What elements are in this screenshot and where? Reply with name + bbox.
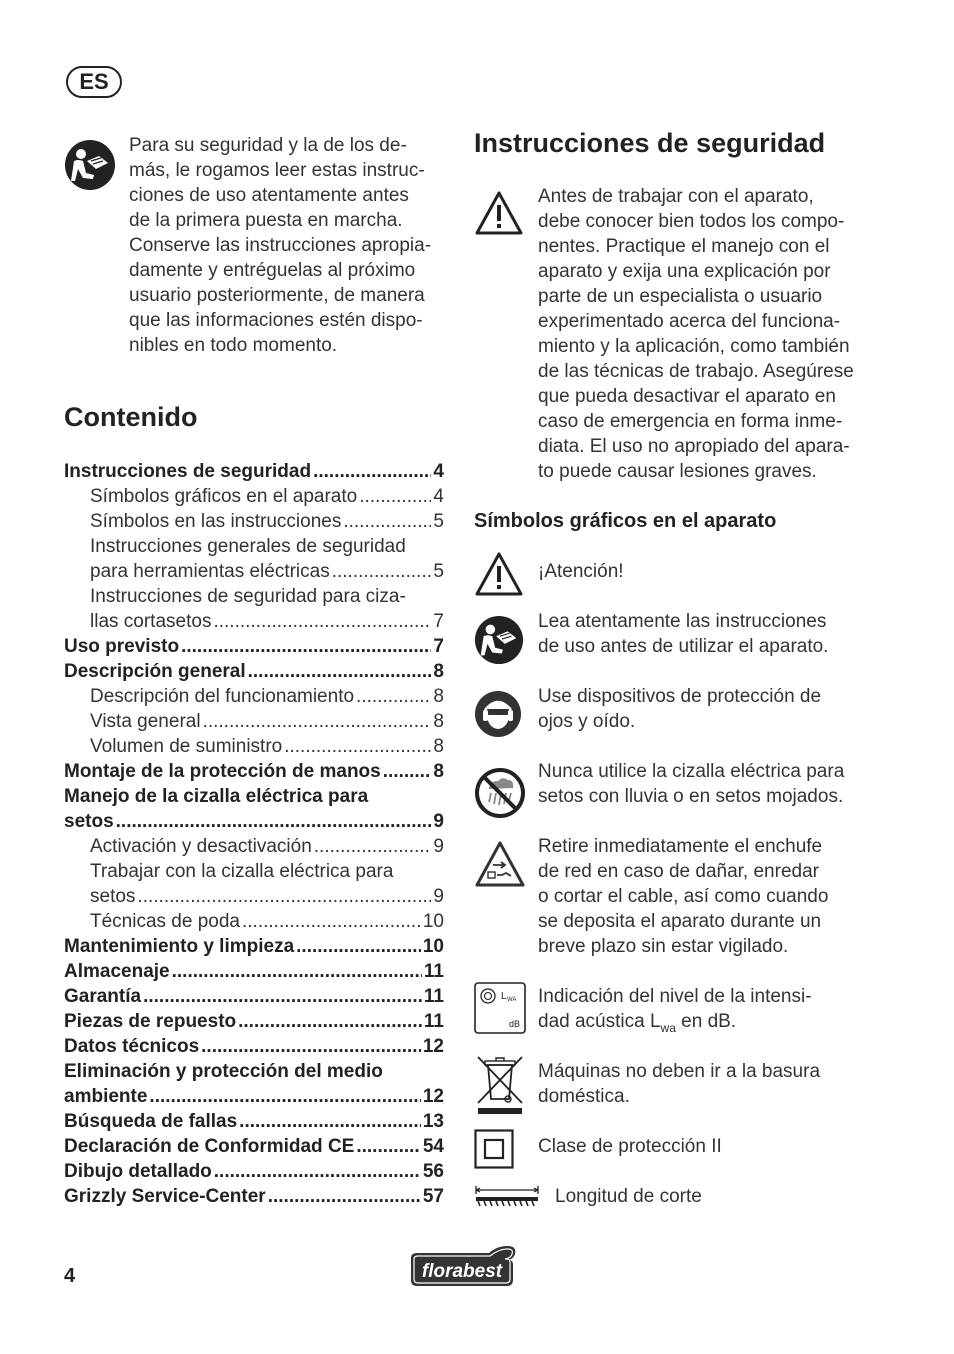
symbol-text <box>538 984 894 1041</box>
toc-entry-title: llas cortasetos <box>90 611 212 632</box>
toc-leader-dots <box>149 1084 420 1109</box>
toc-entry-title: Activación y desactivación <box>90 836 312 857</box>
toc-leader-dots <box>201 1034 421 1059</box>
toc-leader-dots <box>172 959 422 984</box>
toc-page-number: 8 <box>433 736 444 757</box>
toc-page-number: 9 <box>433 836 444 857</box>
toc-page-number: 12 <box>422 1086 444 1107</box>
toc-entry-title: Símbolos gráficos en el aparato <box>90 486 358 507</box>
toc-page-number: 5 <box>433 561 444 582</box>
sound-text-after: en dB. <box>675 1011 737 1032</box>
symbol-text: Clase de protección II <box>538 1136 722 1157</box>
sound-level-icon <box>474 982 526 1034</box>
toc-entry[interactable] <box>64 759 444 784</box>
toc-page-number: 54 <box>422 1136 444 1157</box>
toc-entry-title: setos <box>64 811 114 832</box>
toc-page-number: 11 <box>423 961 444 982</box>
symbol-item-sound-level <box>474 984 894 1041</box>
symbol-text: ¡Atención! <box>538 561 624 582</box>
toc-leader-dots <box>214 1159 421 1184</box>
sound-text-subscript: wa <box>660 1020 676 1035</box>
language-badge: ES <box>66 66 122 98</box>
toc-entry-title: Montaje de la protección de manos <box>64 761 381 782</box>
toc-entry-title: Almacenaje <box>64 961 170 982</box>
toc-entry-title: Búsqueda de fallas <box>64 1111 238 1132</box>
toc-entry-title: Símbolos en las instrucciones <box>90 511 342 532</box>
toc-entry[interactable] <box>64 1159 444 1184</box>
toc-leader-dots <box>359 484 431 509</box>
toc-leader-dots <box>268 1184 421 1209</box>
symbol-item-unplug <box>474 834 894 959</box>
symbol-item-read-manual <box>474 609 894 659</box>
toc-leader-dots <box>383 759 432 784</box>
toc-entry-title: Técnicas de poda <box>90 911 240 932</box>
toc-leader-dots <box>248 659 432 684</box>
symbol-text: Use dispositivos de protección de ojos y oído. <box>538 686 822 732</box>
table-of-contents <box>64 459 444 1209</box>
toc-entry[interactable] <box>64 709 444 734</box>
read-manual-icon <box>64 139 116 191</box>
unplug-warning-icon <box>474 840 526 888</box>
symbol-text: Longitud de corte <box>555 1186 702 1207</box>
toc-leader-dots <box>332 559 432 584</box>
toc-entry-title: Uso previsto <box>64 636 180 657</box>
toc-entry[interactable] <box>64 1184 444 1209</box>
toc-entry[interactable] <box>64 509 444 534</box>
safety-title: Instrucciones de seguridad <box>474 128 826 158</box>
toc-leader-dots <box>313 459 431 484</box>
toc-entry-title: Grizzly Service-Center <box>64 1186 266 1207</box>
toc-entry[interactable] <box>64 809 444 834</box>
toc-leader-dots <box>356 1134 421 1159</box>
toc-entry-title[interactable]: Eliminación y protección del medio <box>64 1061 383 1082</box>
toc-entry-title: Piezas de repuesto <box>64 1011 237 1032</box>
toc-entry[interactable] <box>64 684 444 709</box>
toc-entry-title: ambiente <box>64 1086 148 1107</box>
toc-entry[interactable] <box>64 634 444 659</box>
toc-entry-title: Dibujo detallado <box>64 1161 212 1182</box>
toc-page-number: 9 <box>433 811 444 832</box>
toc-entry[interactable] <box>64 559 444 584</box>
symbol-item-attention <box>474 559 894 584</box>
toc-page-number: 57 <box>422 1186 444 1207</box>
toc-entry[interactable] <box>64 1034 444 1059</box>
read-manual-icon <box>474 615 524 665</box>
contents-title: Contenido <box>64 402 198 432</box>
cutting-length-icon <box>474 1184 540 1208</box>
toc-entry-title[interactable]: Trabajar con la cizalla eléctrica para <box>90 861 394 882</box>
toc-page-number: 9 <box>433 886 444 907</box>
lwa-subscript: WA <box>507 997 517 1003</box>
page-number: 4 <box>64 1265 76 1287</box>
symbol-item-class-ii <box>474 1134 894 1159</box>
toc-page-number: 56 <box>422 1161 444 1182</box>
db-label: dB <box>509 1019 521 1029</box>
toc-page-number: 12 <box>422 1036 444 1057</box>
toc-entry-title[interactable]: Instrucciones de seguridad para ciza- <box>90 586 406 607</box>
toc-leader-dots <box>137 884 431 909</box>
toc-entry[interactable] <box>64 484 444 509</box>
toc-entry-title: Volumen de suministro <box>90 736 283 757</box>
safety-text: Antes de trabajar con el aparato, debe conocer bien todos los compo- nentes. Practique el manejo con el aparato y exija una explicación por parte de un especialista o usuario experimentado acerca del funciona- miento y la aplicación, como también de las técnicas de trabajo. Asegúrese que pueda desactivar el aparato en caso de emergencia en forma inme- diata. El uso no apropiado del apara- to puede causar lesiones graves. <box>538 186 854 482</box>
toc-entry-title: Descripción general <box>64 661 246 682</box>
toc-entry-title[interactable]: Instrucciones generales de seguridad <box>90 536 406 557</box>
symbol-item-protection <box>474 684 894 734</box>
safety-warning-block <box>474 184 894 484</box>
toc-entry-title: Declaración de Conformidad CE <box>64 1136 355 1157</box>
symbol-text: Máquinas no deben ir a la basura doméstica. <box>538 1061 821 1107</box>
warning-triangle-icon <box>474 551 524 597</box>
toc-entry[interactable] <box>64 909 444 934</box>
toc-leader-dots <box>343 509 431 534</box>
brand-name: florabest <box>421 1261 503 1282</box>
intro-section <box>64 133 459 358</box>
florabest-logo <box>405 1244 519 1290</box>
sound-text-before: Indicación del nivel de la intensi- dad acústica L <box>538 986 812 1032</box>
toc-leader-dots <box>116 809 432 834</box>
symbol-text: Lea atentamente las instrucciones de uso antes de utilizar el aparato. <box>538 611 829 657</box>
toc-page-number: 8 <box>433 711 444 732</box>
toc-entry-title: Descripción del funcionamiento <box>90 686 355 707</box>
symbol-item-disposal <box>474 1059 894 1109</box>
toc-entry[interactable] <box>64 1084 444 1109</box>
toc-leader-dots <box>356 684 431 709</box>
toc-page-number: 7 <box>433 636 444 657</box>
lwa-label: L <box>501 991 507 1002</box>
toc-entry[interactable] <box>64 934 444 959</box>
toc-entry-title[interactable]: Manejo de la cizalla eléctrica para <box>64 786 369 807</box>
toc-entry-title: Instrucciones de seguridad <box>64 461 312 482</box>
toc-page-number: 13 <box>422 1111 444 1132</box>
toc-page-number: 8 <box>433 661 444 682</box>
no-rain-icon <box>474 767 526 819</box>
eye-ear-protection-icon <box>474 690 522 738</box>
toc-page-number: 4 <box>433 486 444 507</box>
intro-text: Para su seguridad y la de los de- más, le rogamos leer estas instruc- ciones de uso atentamente antes de la primera puesta en marcha. Conserve las instrucciones apropia- damente y entréguelas al próximo usuario posteriormente, de manera que las informaciones estén dispo- nibles en todo momento. <box>129 135 432 356</box>
toc-entry[interactable] <box>64 884 444 909</box>
toc-leader-dots <box>284 734 431 759</box>
toc-entry[interactable] <box>64 1009 444 1034</box>
toc-entry[interactable] <box>64 734 444 759</box>
toc-leader-dots <box>213 609 431 634</box>
toc-leader-dots <box>242 909 421 934</box>
toc-entry-title: Vista general <box>90 711 201 732</box>
toc-page-number: 8 <box>433 686 444 707</box>
toc-entry-title: Datos técnicos <box>64 1036 200 1057</box>
toc-entry-title: para herramientas eléctricas <box>90 561 330 582</box>
toc-leader-dots <box>239 1109 421 1134</box>
symbol-text: Nunca utilice la cizalla eléctrica para setos con lluvia o en setos mojados. <box>538 761 845 807</box>
toc-entry[interactable] <box>64 984 444 1009</box>
toc-leader-dots <box>203 709 432 734</box>
toc-entry[interactable] <box>64 459 444 484</box>
toc-leader-dots <box>296 934 421 959</box>
toc-page-number: 8 <box>433 761 444 782</box>
toc-leader-dots <box>143 984 422 1009</box>
toc-entry-title: setos <box>90 886 136 907</box>
toc-leader-dots <box>181 634 431 659</box>
symbol-item-cutting-length <box>474 1184 894 1209</box>
protection-class-ii-icon <box>474 1129 514 1169</box>
toc-entry[interactable] <box>64 1109 444 1134</box>
warning-triangle-icon <box>474 190 524 236</box>
toc-entry[interactable] <box>64 659 444 684</box>
toc-entry[interactable] <box>64 1134 444 1159</box>
crossed-bin-icon <box>474 1055 526 1117</box>
toc-page-number: 4 <box>433 461 444 482</box>
toc-entry[interactable] <box>64 609 444 634</box>
toc-page-number: 10 <box>422 936 444 957</box>
toc-leader-dots <box>238 1009 422 1034</box>
toc-entry-title: Garantía <box>64 986 142 1007</box>
symbol-item-no-rain <box>474 759 894 809</box>
toc-entry[interactable] <box>64 834 444 859</box>
toc-leader-dots <box>314 834 432 859</box>
symbols-title: Símbolos gráficos en el aparato <box>474 510 777 532</box>
toc-page-number: 7 <box>433 611 444 632</box>
toc-page-number: 10 <box>422 911 444 932</box>
toc-page-number: 11 <box>423 1011 444 1032</box>
toc-entry[interactable] <box>64 959 444 984</box>
toc-page-number: 5 <box>433 511 444 532</box>
toc-page-number: 11 <box>423 986 444 1007</box>
toc-entry-title: Mantenimiento y limpieza <box>64 936 295 957</box>
symbol-text: Retire inmediatamente el enchufe de red en caso de dañar, enredar o cortar el cable, así como cuando se deposita el aparato durante un breve plazo sin estar vigilado. <box>538 836 829 957</box>
